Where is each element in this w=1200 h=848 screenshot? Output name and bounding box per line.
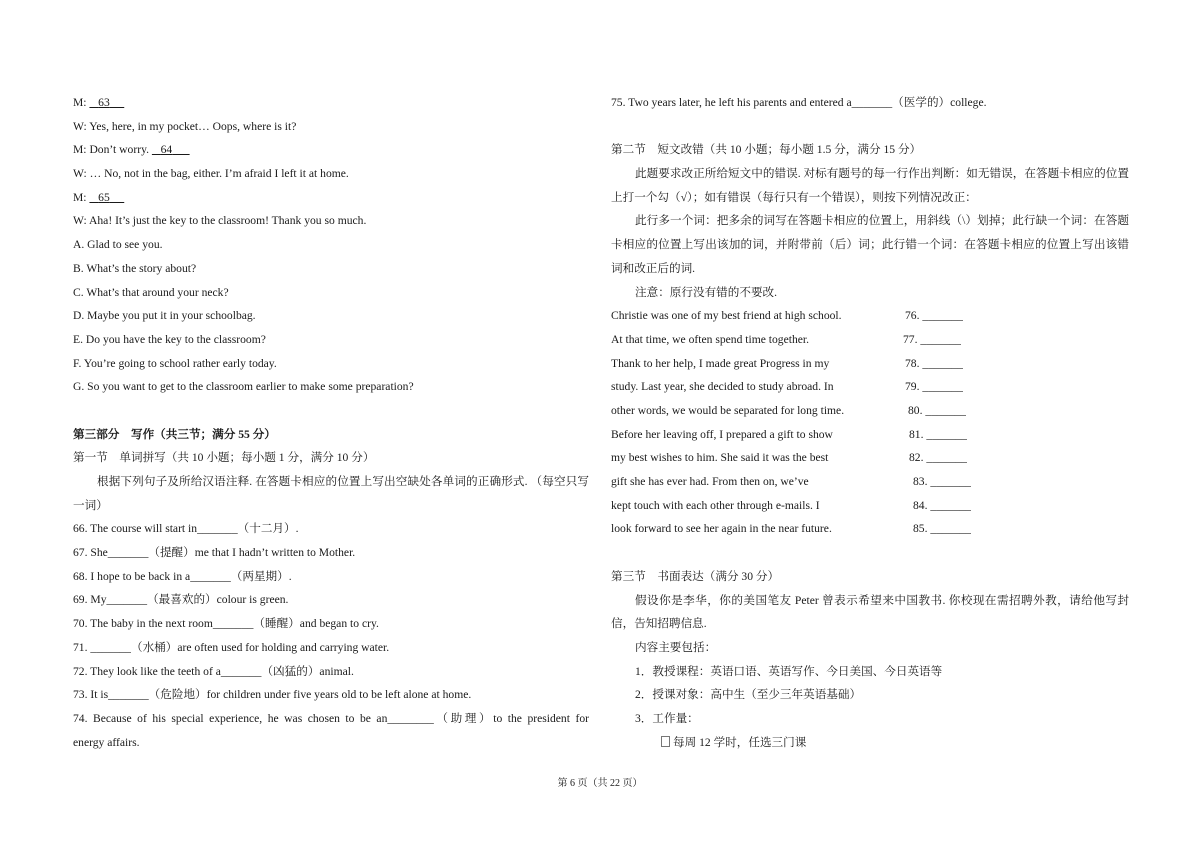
option-b: B. What’s the story about?	[73, 261, 197, 275]
question-74-line2: energy affairs.	[73, 735, 140, 749]
error-line-84: kept touch with each other through e-mails. I 84. _______	[611, 498, 971, 512]
question-72: 72. They look like the teeth of a_______（凶猛的）animal.	[73, 664, 354, 678]
section2-note: 注意：原行没有错的不要改.	[635, 285, 778, 299]
question-66: 66. The course will start in_______（十二月）.	[73, 522, 299, 536]
dialogue-line: W: … No, not in the bag, either. I’m afraid I left it at home.	[73, 167, 349, 181]
question-73: 73. It is_______（危险地）for children under five years old to be left alone at home.	[73, 688, 472, 702]
error-line-78: Thank to her help, I made great Progress in my 78. _______	[611, 356, 963, 370]
question-68: 68. I hope to be back in a_______（两星期）.	[73, 569, 292, 583]
page-footer: 第 6 页（共 22 页）	[557, 778, 643, 789]
error-line-82: my best wishes to him. She said it was the best 82. _______	[611, 451, 967, 465]
section3-item-1: 1．教授课程：英语口语、英语写作、今日美国、今日英语等	[635, 664, 943, 678]
section2-instruction-1: 此题要求改正所给短文中的错误. 对标有题号的每一行作出判断：如无错误，在答题卡相应的位置上打一个勾（√）；如有错误（每行只有一个错误），则按下列情况改正：	[611, 167, 1129, 204]
dialogue-line-64: M: Don’t worry. 64	[73, 143, 173, 157]
bullet-box-icon	[661, 736, 670, 747]
dialogue-line: W: Aha! It’s just the key to the classroom! Thank you so much.	[73, 214, 367, 228]
section1-title: 第一节 单词拼写（共 10 小题；每小题 1 分，满分 10 分）	[73, 451, 375, 465]
section3-item-3: 3．工作量：	[635, 711, 699, 725]
dialogue-line-63: M: 63	[73, 96, 110, 109]
question-74-line1: 74. Because of his special experience, he was chosen to be an________（助理）to the president for	[73, 711, 589, 725]
error-line-77: At that time, we often spend time together. 77. _______	[611, 332, 961, 346]
section3-sub-item: 每周 12 学时，任选三门课	[611, 731, 1129, 755]
section3-content-label: 内容主要包括：	[635, 640, 717, 654]
question-67: 67. She_______（提醒）me that I hadn’t written to Mother.	[73, 546, 356, 560]
option-e: E. Do you have the key to the classroom?	[73, 332, 266, 346]
error-line-76: Christie was one of my best friend at high school. 76. _______	[611, 309, 963, 323]
section3-item-2: 2．授课对象：高中生（至少三年英语基础）	[635, 688, 862, 702]
question-71: 71. _______（水桶）are often used for holding and carrying water.	[73, 640, 390, 654]
section2-instruction-2: 此行多一个词：把多余的词写在答题卡相应的位置上，用斜线（\）划掉；此行缺一个词：在答题卡相应的位置上写出该加的词，并附带前（后）词；此行错一个词：在答题卡相应的位置上写出该错词和改正后的词.	[611, 214, 1129, 275]
option-a: A. Glad to see you.	[73, 238, 163, 252]
error-line-80: other words, we would be separated for long time. 80. _______	[611, 404, 966, 418]
option-g: G. So you want to get to the classroom earlier to make some preparation?	[73, 380, 414, 394]
dialogue-line: W: Yes, here, in my pocket… Oops, where is it?	[73, 119, 297, 133]
question-70: 70. The baby in the next room_______（睡醒）and began to cry.	[73, 617, 379, 631]
section1-instruction: 根据下列句子及所给汉语注释. 在答题卡相应的位置上写出空缺处各单词的正确形式. （每空只写一词）	[73, 475, 589, 512]
section3-prompt: 假设你是李华，你的美国笔友 Peter 曾表示希望来中国教书. 你校现在需招聘外教，请给他写封信，告知招聘信息.	[611, 593, 1129, 631]
left-column	[73, 91, 589, 754]
error-line-79: study. Last year, she decided to study abroad. In 79. _______	[611, 380, 963, 394]
section2-title: 第二节 短文改错（共 10 小题；每小题 1.5 分，满分 15 分）	[611, 143, 922, 157]
error-line-81: Before her leaving off, I prepared a gift to show 81. _______	[611, 427, 967, 441]
section3-title: 第三节 书面表达（满分 30 分）	[611, 569, 780, 583]
option-d: D. Maybe you put it in your schoolbag.	[73, 309, 256, 323]
right-column	[611, 91, 1129, 754]
option-f: F. You’re going to school rather early today.	[73, 356, 277, 370]
error-line-83: gift she has ever had. From then on, we’ve 83. _______	[611, 475, 971, 489]
question-75: 75. Two years later, he left his parents and entered a_______（医学的）college.	[611, 96, 987, 109]
dialogue-line-65: M: 65	[73, 190, 110, 204]
option-c: C. What’s that around your neck?	[73, 285, 229, 299]
error-line-85: look forward to see her again in the near future. 85. _______	[611, 522, 971, 536]
question-69: 69. My_______（最喜欢的）colour is green.	[73, 593, 289, 607]
part3-title: 第三部分 写作（共三节；满分 55 分）	[73, 427, 276, 441]
